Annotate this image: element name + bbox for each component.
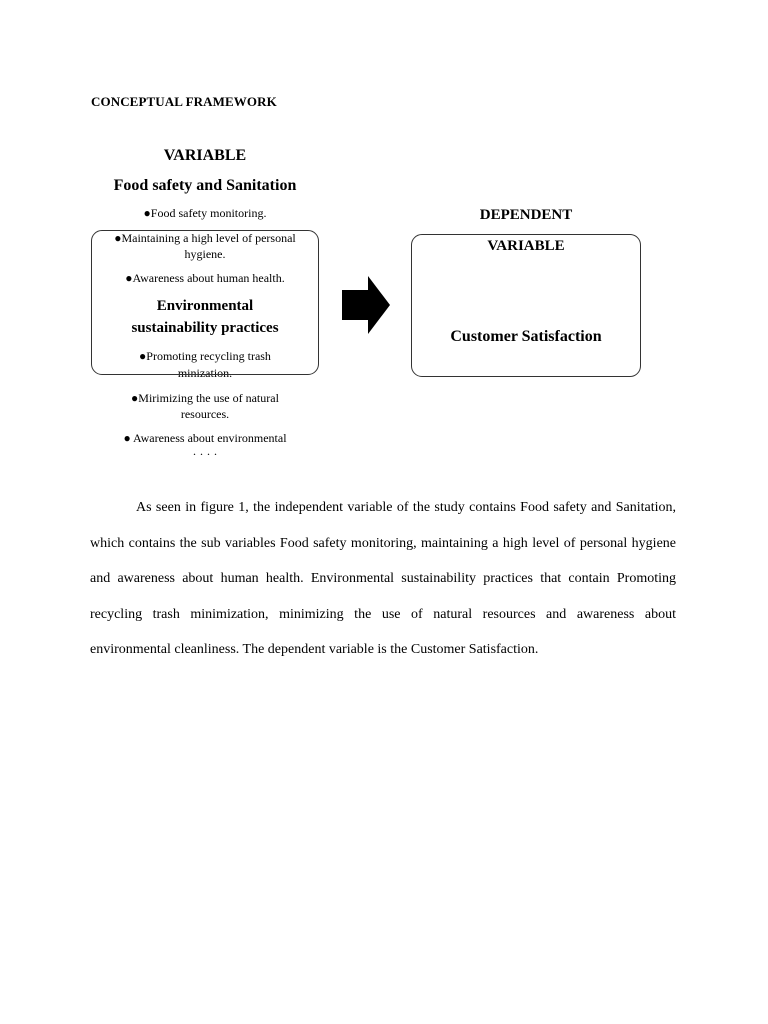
item-recycling-cont: minization. — [177, 366, 233, 380]
environmental-group-title-line2: sustainability practices — [131, 320, 279, 336]
item-personal-hygiene-cont: hygiene. — [184, 247, 226, 261]
item-environmental-awareness: ● Awareness about environmental — [123, 431, 287, 445]
dependent-label-line2: VARIABLE — [487, 238, 565, 254]
page-heading: CONCEPTUAL FRAMEWORK — [91, 94, 277, 109]
item-natural-resources-cont: resources. — [180, 407, 230, 421]
food-safety-group-title: Food safety and Sanitation — [113, 177, 297, 194]
dependent-label-line1: DEPENDENT — [479, 207, 573, 223]
right-arrow-icon — [340, 276, 392, 334]
item-recycling: ●Promoting recycling trash — [139, 349, 271, 363]
item-personal-hygiene: ●Maintaining a high level of personal — [114, 231, 296, 245]
item-food-safety-monitoring: ●Food safety monitoring. — [143, 206, 267, 220]
item-human-health: ●Awareness about human health. — [125, 271, 285, 285]
body-paragraph: As seen in figure 1, the independent variable of the study contains Food safety and Sanitation, which contains the sub variables Food safety monitoring, maintaining a high level of personal hygiene and awareness about human health. Environmental sustainability practices that contain Promoting recycling trash minimization, minimizing the use of natural resources and awareness about environmental cleanliness. The dependent variable is the Customer Satisfaction. — [90, 500, 676, 658]
dependent-variable-value: Customer Satisfaction — [450, 328, 602, 345]
item-natural-resources: ●Mirimizing the use of natural — [131, 391, 279, 405]
clipped-text-fragment: · · · · — [192, 447, 218, 461]
independent-variable-title: VARIABLE — [163, 147, 247, 164]
environmental-group-title-line1: Environmental — [156, 298, 254, 314]
